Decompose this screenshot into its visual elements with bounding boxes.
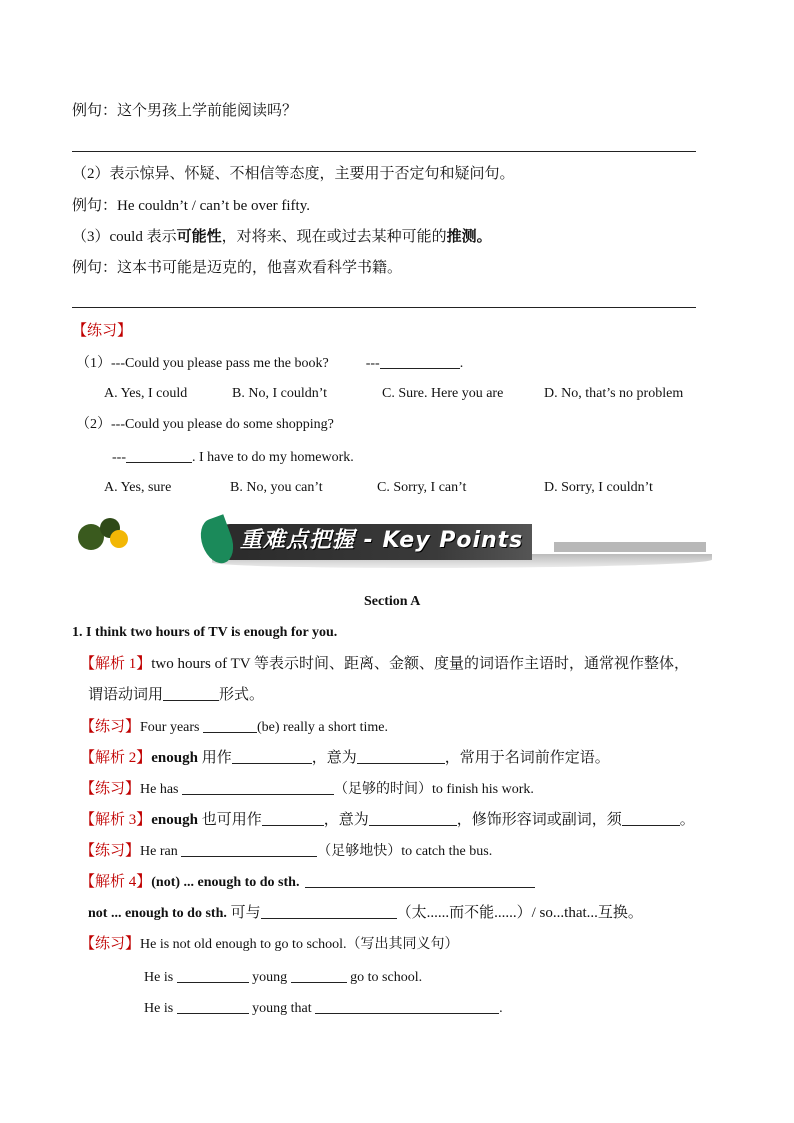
banner-grey-bar bbox=[554, 542, 706, 552]
analysis-4-text: (not) ... enough to do sth. bbox=[151, 875, 300, 890]
exercise-2-a: He has bbox=[140, 782, 183, 797]
answer-blank[interactable] bbox=[291, 968, 347, 983]
analysis-1 bbox=[80, 655, 689, 673]
analysis-3-d: 。 bbox=[679, 812, 695, 828]
analysis-1-tag: 【解析 1】 bbox=[80, 656, 152, 672]
exercise-4-s1-b: young bbox=[248, 970, 291, 985]
analysis-2 bbox=[80, 749, 610, 767]
answer-blank[interactable] bbox=[622, 811, 680, 826]
answer-blank[interactable] bbox=[315, 999, 499, 1014]
exercise-4-sentence-1 bbox=[144, 968, 422, 987]
practice-question-2-response bbox=[112, 448, 354, 467]
option-b[interactable]: B. No, you can’t bbox=[230, 480, 323, 495]
answer-blank[interactable] bbox=[177, 968, 249, 983]
exercise-2-b: （足够的时间）to finish his work. bbox=[334, 782, 534, 797]
exercise-4-tag: 【练习】 bbox=[80, 936, 141, 952]
option-d[interactable]: D. No, that’s no problem bbox=[544, 386, 684, 401]
analysis-4-structure: not ... enough to do sth. bbox=[88, 906, 227, 921]
exercise-4-s1-a: He is bbox=[144, 970, 177, 985]
answer-blank[interactable] bbox=[126, 448, 192, 463]
analysis-2-b: ，意为 bbox=[311, 750, 357, 766]
answer-blank[interactable] bbox=[203, 718, 257, 733]
practice-heading: 【练习】 bbox=[72, 323, 133, 339]
exercise-3-tag: 【练习】 bbox=[80, 843, 141, 859]
option-a[interactable]: A. Yes, I could bbox=[104, 386, 188, 401]
answer-blank[interactable] bbox=[369, 811, 457, 826]
analysis-1-continued bbox=[88, 686, 264, 704]
key-points-banner bbox=[72, 508, 712, 580]
exercise-4-s2-c: . bbox=[499, 1001, 503, 1016]
answer-blank[interactable] bbox=[163, 686, 219, 701]
analysis-3-keyword: enough bbox=[151, 812, 198, 828]
practice-question-1-dash: --- bbox=[365, 356, 380, 371]
answer-blank[interactable] bbox=[182, 780, 334, 795]
analysis-1-cont-a: 谓语动词用 bbox=[88, 687, 164, 703]
exercise-4 bbox=[80, 935, 459, 954]
analysis-1-cont-b: 形式。 bbox=[219, 687, 265, 703]
usage-point-3-middle: ，对将来、现在或过去某种可能的 bbox=[221, 229, 447, 245]
analysis-2-tag: 【解析 2】 bbox=[80, 750, 152, 766]
answer-line-2[interactable] bbox=[72, 307, 696, 308]
option-b[interactable]: B. No, I couldn’t bbox=[232, 386, 328, 401]
exercise-1-tag: 【练习】 bbox=[80, 719, 141, 735]
answer-blank[interactable] bbox=[357, 749, 445, 764]
analysis-4-continued bbox=[88, 904, 643, 923]
analysis-2-a: 用作 bbox=[197, 750, 232, 766]
usage-point-3-keyword-possibility: 可能性 bbox=[176, 229, 222, 245]
exercise-3-a: He ran bbox=[140, 844, 182, 859]
exercise-4-text: He is not old enough to go to school.（写出其同义句） bbox=[140, 937, 459, 952]
practice-question-1-text: （1）---Could you please pass me the book? bbox=[76, 356, 329, 371]
exercise-4-sentence-2 bbox=[144, 999, 503, 1018]
practice-question-1-end: . bbox=[459, 356, 464, 371]
option-c[interactable]: C. Sure. Here you are bbox=[382, 386, 504, 401]
option-a[interactable]: A. Yes, sure bbox=[104, 480, 172, 495]
analysis-4-cont-c: （太......而不能......）/ so...that...互换。 bbox=[396, 905, 643, 921]
practice-question-2-dash: --- bbox=[112, 450, 126, 465]
exercise-4-s2-b: young that bbox=[248, 1001, 316, 1016]
analysis-3-c: ，修饰形容词或副词，须 bbox=[456, 812, 622, 828]
option-c[interactable]: C. Sorry, I can’t bbox=[377, 480, 467, 495]
analysis-2-keyword: enough bbox=[151, 750, 198, 766]
analysis-4-tag: 【解析 4】 bbox=[80, 874, 152, 890]
option-d[interactable]: D. Sorry, I couldn’t bbox=[544, 480, 653, 495]
answer-line-1[interactable] bbox=[72, 151, 696, 152]
usage-point-3 bbox=[72, 228, 492, 246]
exercise-4-s2-a: He is bbox=[144, 1001, 177, 1016]
answer-blank[interactable] bbox=[177, 999, 249, 1014]
analysis-2-c: ，常用于名词前作定语。 bbox=[444, 750, 610, 766]
key-sentence-1: 1. I think two hours of TV is enough for you. bbox=[72, 625, 338, 640]
analysis-1-text: two hours of TV 等表示时间、距离、金额、度量的词语作主语时，通常视作整体， bbox=[151, 656, 690, 672]
example-sentence-3: 例句：这本书可能是迈克的，他喜欢看科学书籍。 bbox=[72, 260, 403, 276]
analysis-4-cont-b: 可与 bbox=[226, 905, 261, 921]
exercise-3 bbox=[80, 842, 492, 861]
answer-blank[interactable] bbox=[181, 842, 317, 857]
exercise-1 bbox=[80, 718, 388, 737]
analysis-3-a: 也可用作 bbox=[197, 812, 262, 828]
analysis-3 bbox=[80, 811, 695, 829]
exercise-3-b: （足够地快）to catch the bus. bbox=[317, 844, 493, 859]
exercise-1-a: Four years bbox=[140, 720, 204, 735]
practice-question-2-rest: . I have to do my homework. bbox=[192, 450, 354, 465]
practice-question-2: （2）---Could you please do some shopping? bbox=[76, 417, 334, 432]
usage-point-3-lead: （3）could 表示 bbox=[72, 229, 177, 245]
section-title: Section A bbox=[364, 594, 421, 609]
analysis-3-tag: 【解析 3】 bbox=[80, 812, 152, 828]
banner-title: 重难点把握 - Key Points bbox=[240, 528, 524, 553]
answer-blank[interactable] bbox=[305, 873, 535, 888]
usage-point-3-keyword-inference: 推测。 bbox=[446, 229, 492, 245]
exercise-2-tag: 【练习】 bbox=[80, 781, 141, 797]
answer-blank[interactable] bbox=[261, 904, 397, 919]
exercise-1-b: (be) really a short time. bbox=[257, 720, 389, 735]
usage-point-2: （2）表示惊异、怀疑、不相信等态度，主要用于否定句和疑问句。 bbox=[72, 166, 515, 182]
yellow-dot-icon bbox=[110, 530, 128, 548]
practice-question-1 bbox=[76, 354, 463, 373]
answer-blank[interactable] bbox=[380, 354, 460, 369]
analysis-4 bbox=[80, 873, 535, 892]
example-sentence-2: 例句：He couldn’t / can’t be over fifty. bbox=[72, 198, 310, 214]
analysis-3-b: ，意为 bbox=[323, 812, 369, 828]
answer-blank[interactable] bbox=[262, 811, 324, 826]
exercise-4-s1-c: go to school. bbox=[346, 970, 423, 985]
exercise-2 bbox=[80, 780, 534, 799]
example-sentence-1: 例句：这个男孩上学前能阅读吗？ bbox=[72, 103, 298, 119]
answer-blank[interactable] bbox=[232, 749, 312, 764]
